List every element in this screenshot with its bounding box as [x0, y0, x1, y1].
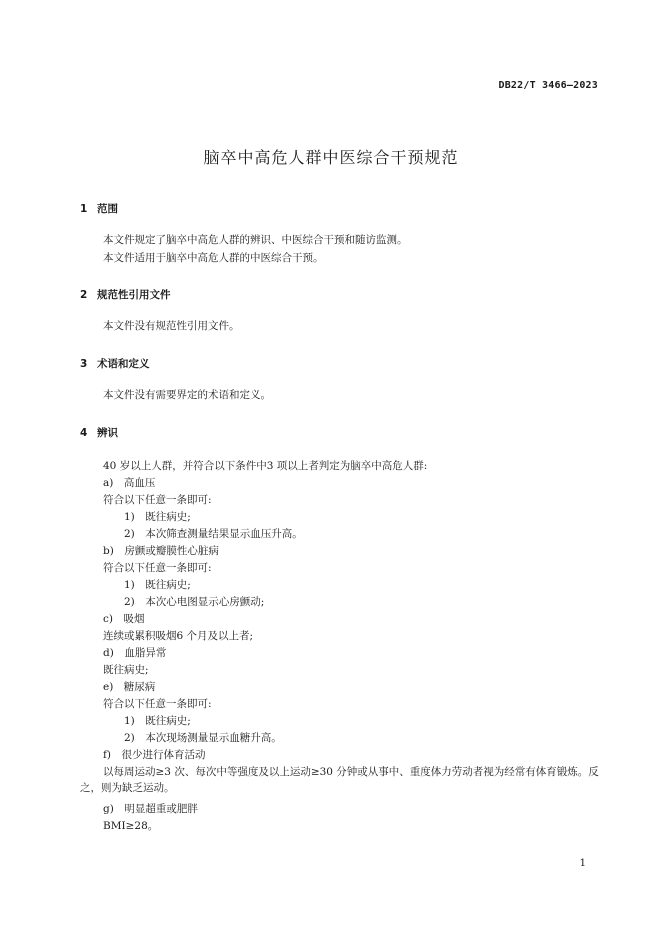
sub-list-item: 2) 本次心电图显示心房颤动; — [124, 596, 265, 608]
sub-list-item: 1) 既往病史; — [124, 715, 191, 727]
sub-list-item: 2) 本次筛查测量结果显示血压升高。 — [124, 528, 303, 540]
list-item: g) 明显超重或肥胖 — [103, 803, 198, 815]
section-number: 4 — [80, 427, 88, 439]
paragraph: 连续或累积吸烟6 个月及以上者; — [103, 630, 254, 642]
paragraph: 符合以下任意一条即可: — [103, 698, 212, 710]
sub-list-item: 1) 既往病史; — [124, 511, 191, 523]
section-title: 辨识 — [97, 427, 118, 439]
paragraph: 以每周运动≥3 次、每次中等强度及以上运动≥30 分钟或从事中、重度体力劳动者视为经常有体育锻炼。反之，则为缺乏运动。 — [80, 766, 599, 794]
section-heading-4 — [80, 425, 118, 440]
list-item: d) 血脂异常 — [103, 647, 167, 659]
sub-list-item: 2) 本次现场测量显示血糖升高。 — [124, 732, 282, 744]
list-item: c) 吸烟 — [103, 613, 145, 625]
paragraph: 本文件规定了脑卒中高危人群的辨识、中医综合干预和随访监测。 — [103, 234, 408, 246]
section-number: 1 — [80, 203, 88, 215]
list-item: b) 房颤或瓣膜性心脏病 — [103, 545, 219, 557]
page-number: 1 — [579, 858, 586, 869]
section-title: 范围 — [97, 203, 118, 215]
paragraph: 本文件没有需要界定的术语和定义。 — [103, 389, 271, 401]
section-number: 2 — [80, 289, 88, 301]
section-title: 术语和定义 — [97, 358, 150, 370]
paragraph: 符合以下任意一条即可: — [103, 494, 212, 506]
section-heading-2 — [80, 287, 171, 302]
section-title: 规范性引用文件 — [97, 289, 171, 301]
list-item: a) 高血压 — [103, 477, 156, 489]
section-heading-3 — [80, 356, 150, 371]
paragraph: 本文件适用于脑卒中高危人群的中医综合干预。 — [103, 252, 324, 264]
section-heading-1 — [80, 201, 118, 216]
list-item: f) 很少进行体育活动 — [103, 749, 206, 761]
sub-list-item: 1) 既往病史; — [124, 579, 191, 591]
document-code: DB22/T 3466—2023 — [498, 80, 598, 91]
paragraph: 符合以下任意一条即可: — [103, 562, 212, 574]
section-number: 3 — [80, 358, 88, 370]
paragraph: 40 岁以上人群，并符合以下条件中3 项以上者判定为脑卒中高危人群: — [103, 460, 428, 472]
document-title: 脑卒中高危人群中医综合干预规范 — [203, 148, 459, 167]
list-item: e) 糖尿病 — [103, 681, 156, 693]
paragraph: BMI≥28。 — [103, 820, 159, 832]
paragraph: 既往病史; — [103, 664, 149, 676]
paragraph: 本文件没有规范性引用文件。 — [103, 320, 240, 332]
